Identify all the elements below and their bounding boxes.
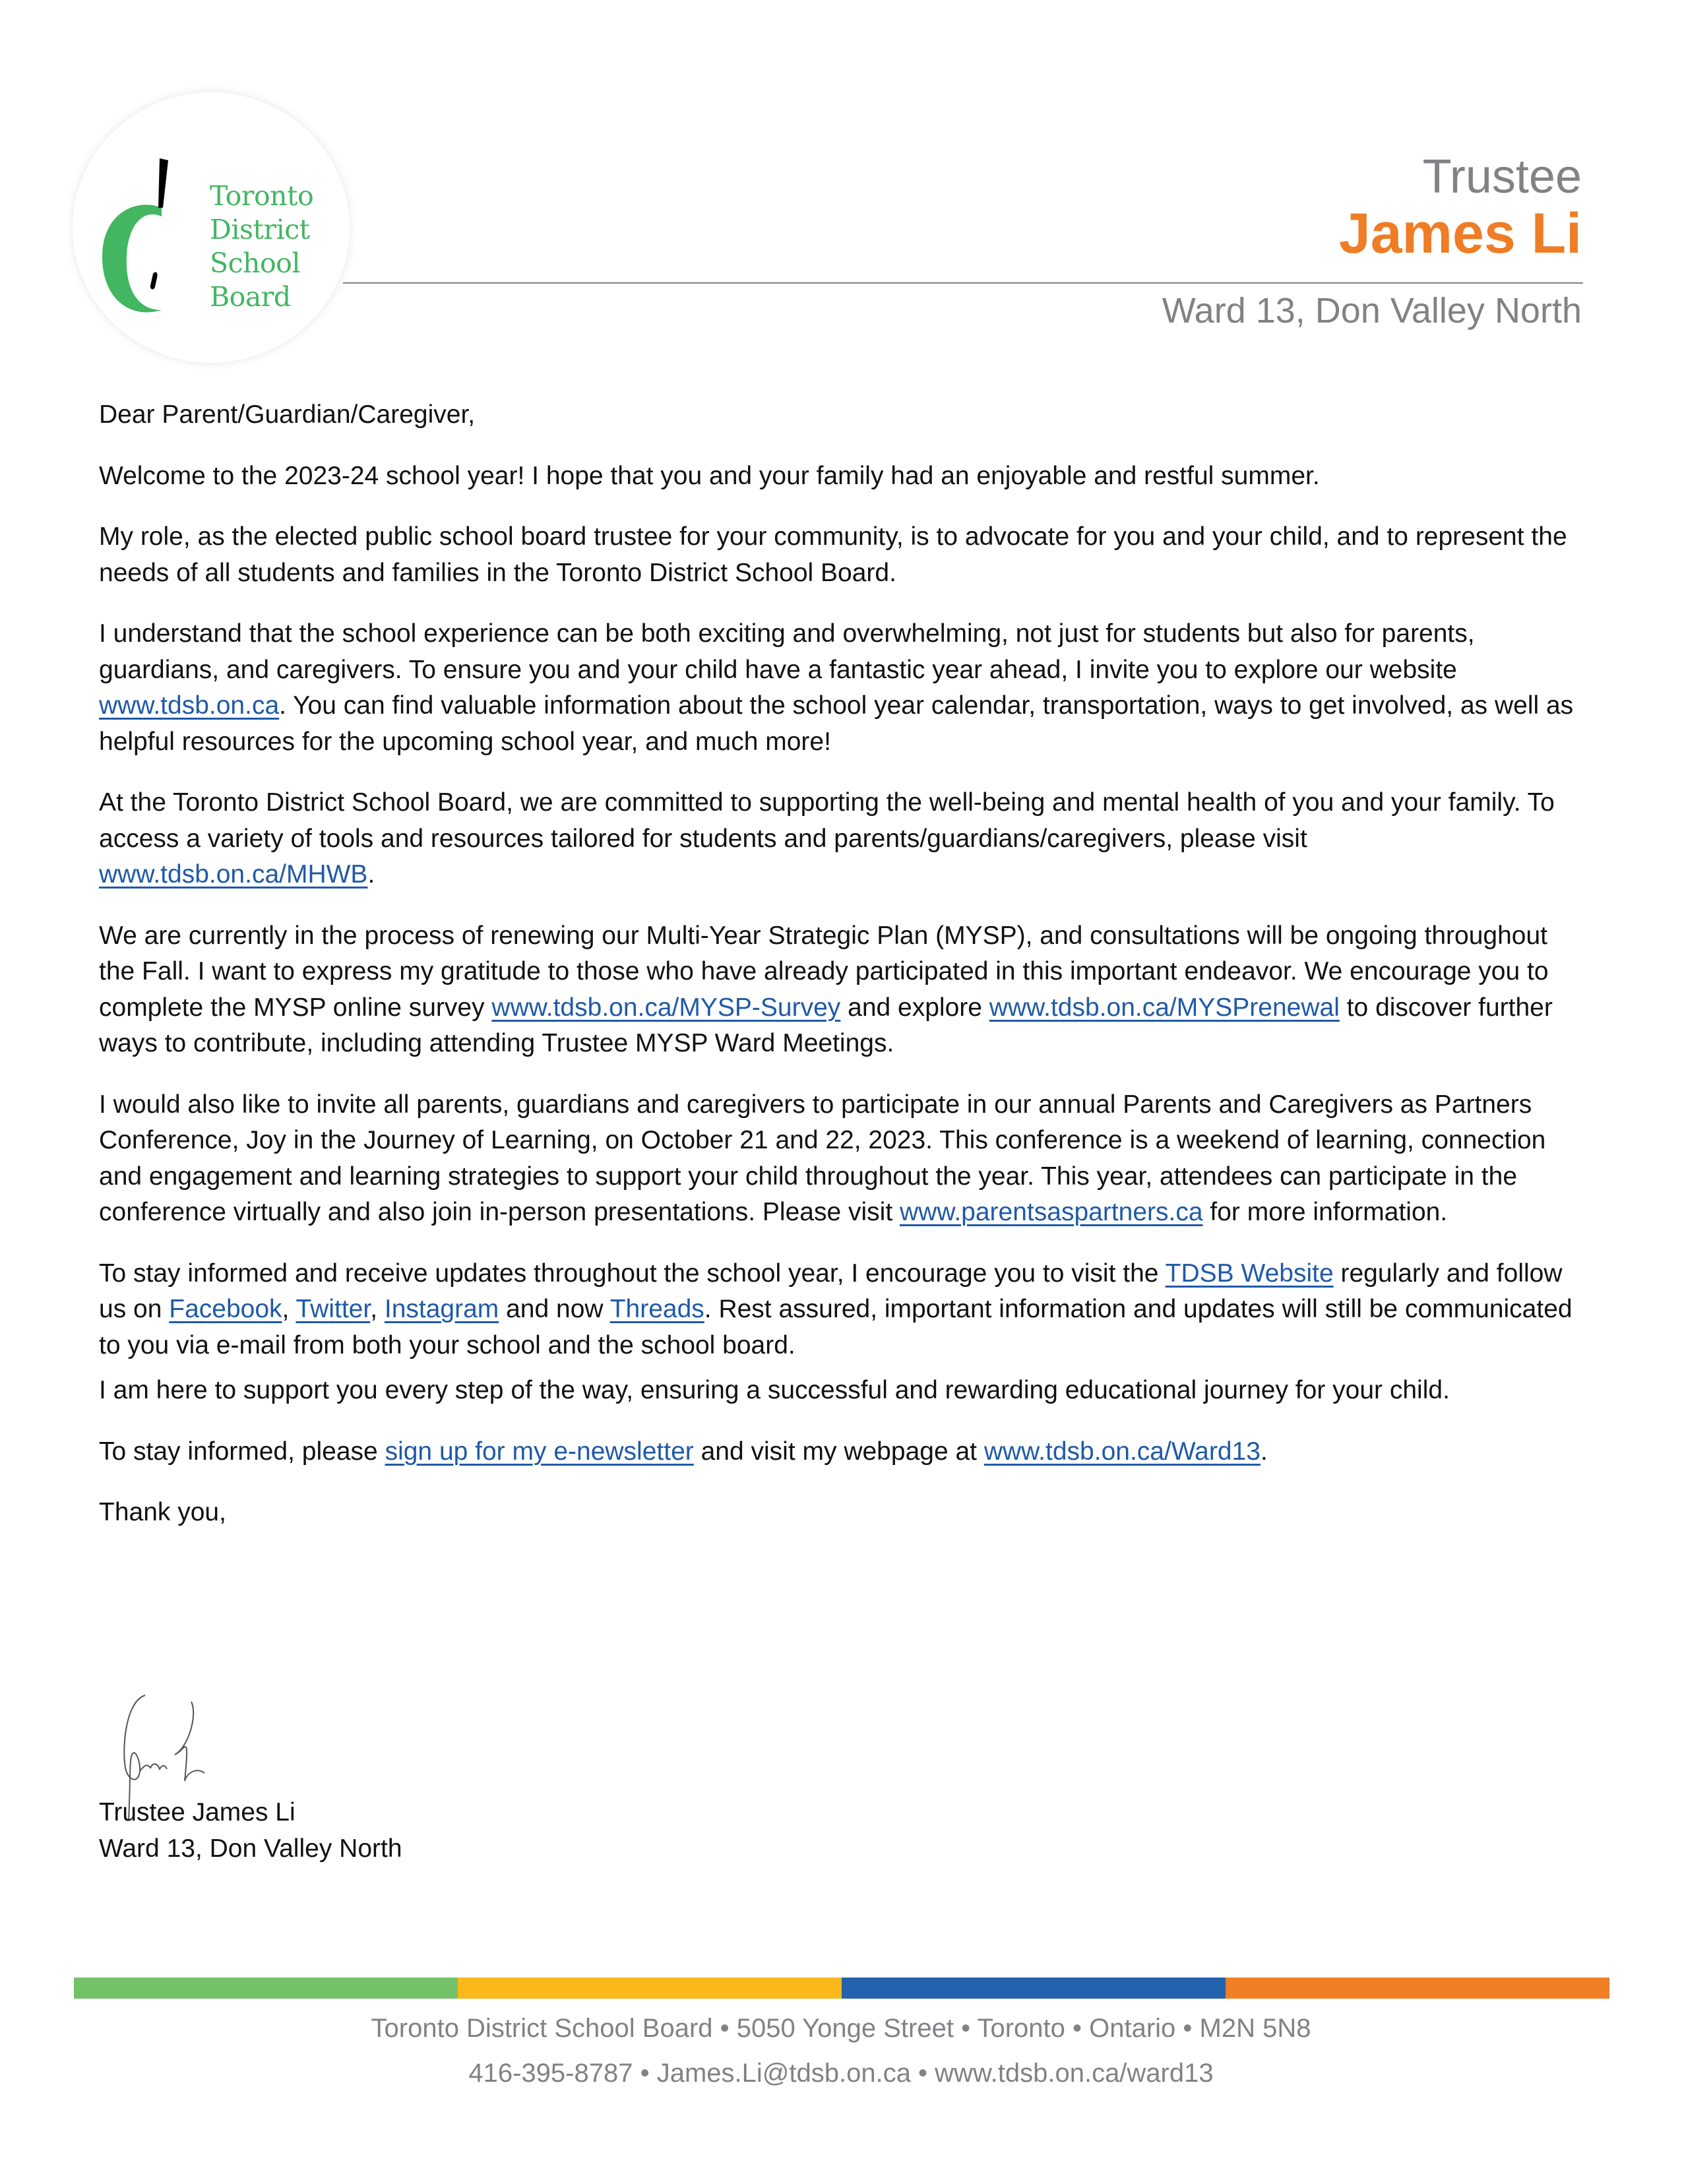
paragraph-newsletter — [99, 1434, 1590, 1470]
color-segment-yellow — [458, 1978, 842, 1999]
paragraph-website — [99, 616, 1590, 760]
text: . — [367, 860, 375, 889]
text: To stay informed, please — [99, 1437, 385, 1466]
text: . You can find valuable information about the school year calendar, transportation, ways to get involved, as well as helpful resources for the upcoming school year, and much more! — [99, 691, 1574, 756]
letter-body — [99, 397, 1590, 1556]
paragraph-mysp — [99, 918, 1590, 1062]
header-ward: Ward 13, Don Valley North — [1162, 291, 1582, 330]
paragraph-conference — [99, 1087, 1590, 1231]
text: . Rest assured, important information and updates will still be communicated to you via e-mail from both your school and the school board. — [99, 1295, 1573, 1359]
text: . — [1260, 1437, 1268, 1466]
footer-contact: 416-395-8787 • James.Li@tdsb.on.ca • www.tdsb.on.ca/ward13 — [468, 2059, 1214, 2088]
apple-logo-icon — [99, 122, 171, 320]
signer-name: Trustee James Li — [99, 1798, 296, 1826]
link-threads[interactable]: Threads — [609, 1295, 704, 1323]
paragraph-role: My role, as the elected public school board trustee for your community, is to advocate for you and your child, and to represent the needs of all students and families in the Toronto District School Board. — [99, 522, 1567, 587]
link-mysp-renewal[interactable]: www.tdsb.on.ca/MYSPrenewal — [989, 993, 1340, 1022]
text: for more information. — [1202, 1198, 1448, 1226]
text: regularly and follow us on — [99, 1259, 1563, 1323]
link-facebook[interactable]: Facebook — [169, 1295, 282, 1323]
color-segment-blue — [842, 1978, 1226, 1999]
tdsb-logo-text — [210, 179, 313, 314]
header-divider — [343, 282, 1583, 284]
text: I understand that the school experience can be both exciting and overwhelming, not just for students but also for parents, guardians, and caregivers. To ensure you and your child have a fantastic year ahead, I invite you to explore our website — [99, 619, 1475, 684]
link-tdsb-website[interactable]: www.tdsb.on.ca — [99, 691, 280, 720]
link-instagram[interactable]: Instagram — [384, 1295, 499, 1323]
salutation: Dear Parent/Guardian/Caregiver, — [99, 400, 476, 429]
logo-line: District — [210, 214, 310, 245]
link-parents-as-partners[interactable]: www.parentsaspartners.ca — [900, 1198, 1203, 1226]
signature-block — [99, 1794, 402, 1867]
logo-line: Board — [210, 281, 291, 313]
link-mysp-survey[interactable]: www.tdsb.on.ca/MYSP-Survey — [491, 993, 841, 1022]
header-name: James Li — [1338, 202, 1582, 265]
signer-ward: Ward 13, Don Valley North — [99, 1834, 402, 1863]
text: At the Toronto District School Board, we are committed to supporting the well-being and mental health of you and your family. To access a variety of tools and resources tailored for students and parents/guardians/caregivers, please visit — [99, 788, 1555, 853]
link-tdsb-website-2[interactable]: TDSB Website — [1165, 1259, 1334, 1288]
text: and explore — [840, 993, 989, 1022]
text: , — [370, 1295, 385, 1323]
color-segment-orange — [1226, 1978, 1609, 1999]
text: To stay informed and receive updates throughout the school year, I encourage you to visit the — [99, 1259, 1166, 1288]
link-newsletter-signup[interactable]: sign up for my e-newsletter — [385, 1437, 694, 1466]
letterhead — [1339, 150, 1582, 264]
paragraph-support: I am here to support you every step of the way, ensuring a successful and rewarding educational journey for your child. — [99, 1376, 1450, 1404]
text: and now — [499, 1295, 610, 1323]
paragraph-welcome: Welcome to the 2023-24 school year! I hope that you and your family had an enjoyable and restful summer. — [99, 461, 1320, 490]
header-title: Trustee — [1422, 150, 1582, 203]
paragraph-wellbeing — [99, 785, 1590, 893]
link-mhwb[interactable]: www.tdsb.on.ca/MHWB — [99, 860, 368, 889]
text: We are currently in the process of renewing our Multi-Year Strategic Plan (MYSP), and consultations will be ongoing throughout the Fall. I want to express my gratitude to those who have already participated in this important endeavor. We encourage you to complete the MYSP online survey — [99, 921, 1549, 1022]
color-segment-green — [74, 1978, 458, 1999]
closing: Thank you, — [99, 1498, 226, 1526]
text: to discover further ways to contribute, including attending Trustee MYSP Ward Meetings. — [99, 993, 1553, 1057]
footer-address: Toronto District School Board • 5050 Yonge Street • Toronto • Ontario • M2N 5N8 — [371, 2014, 1311, 2043]
link-ward13[interactable]: www.tdsb.on.ca/Ward13 — [983, 1437, 1261, 1466]
text: I would also like to invite all parents, guardians and caregivers to participate in our annual Parents and Caregivers as Partners Conference, Joy in the Journey of Learning, on October 21 and 22, 2023. This conference is a weekend of learning, connection and engagement and learning strategies to support your child throughout the year. This year, attendees can participate in the conference virtually and also join in-person presentations. Please visit — [99, 1090, 1546, 1226]
logo-line: Toronto — [210, 180, 314, 212]
footer-color-bar — [74, 1978, 1609, 1999]
text: , — [282, 1295, 296, 1323]
link-twitter[interactable]: Twitter — [296, 1295, 371, 1323]
text: and visit my webpage at — [693, 1437, 984, 1466]
paragraph-social — [99, 1256, 1590, 1364]
logo-line: School — [210, 247, 300, 279]
